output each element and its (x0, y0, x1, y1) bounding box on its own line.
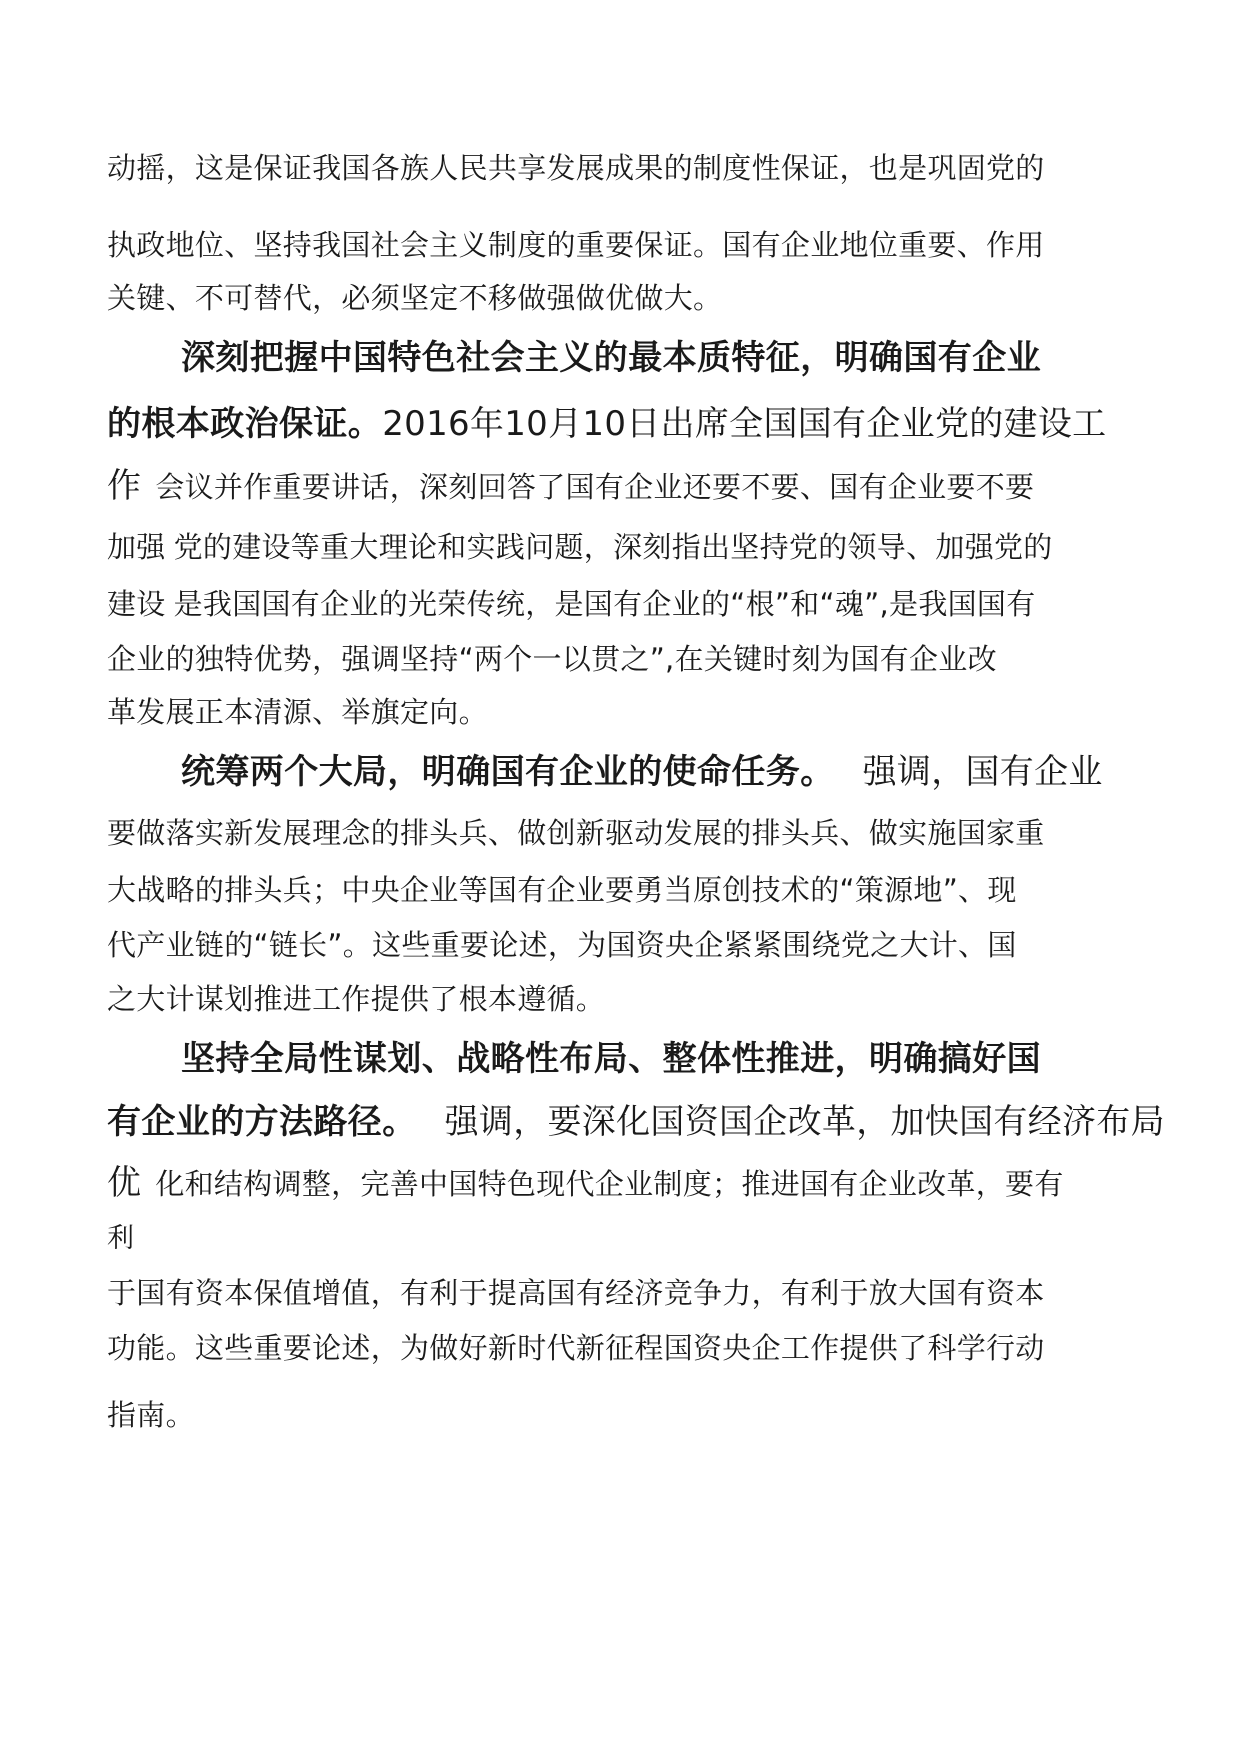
paragraph-1-line-2: 执政地位、坚持我国社会主义制度的重要保证。国有企业地位重要、作用 (107, 228, 1045, 262)
paragraph-3-line-2: 要做落实新发展理念的排头兵、做创新驱动发展的排头兵、做实施国家重 (107, 816, 1045, 850)
paragraph-2-line-2 (107, 404, 1106, 445)
paragraph-4-heading-line-2: 有企业的方法路径。 (107, 1102, 417, 1142)
paragraph-1-line-3: 关键、不可替代，必须坚定不移做强做优做大。 (107, 281, 723, 315)
paragraph-2-heading-line-1: 深刻把握中国特色社会主义的最本质特征，明确国有企业 (181, 338, 1041, 378)
paragraph-2-line-7: 革发展正本清源、举旗定向。 (107, 695, 488, 729)
paragraph-4-line-3-lead: 优 (107, 1163, 142, 1203)
paragraph-3-line-5: 之大计谋划推进工作提供了根本遵循。 (107, 982, 606, 1016)
paragraph-2-line-5 (107, 584, 1036, 624)
paragraph-4-line-3 (107, 1163, 1064, 1204)
paragraph-4-line-6: 功能。这些重要论述，为做好新时代新征程国资央企工作提供了科学行动 (107, 1331, 1045, 1365)
paragraph-2-line-3-text: 会议并作重要讲话，深刻回答了国有企业还要不要、国有企业要不要 (155, 470, 1035, 504)
paragraph-3-line-1-text: 强调，国有企业 (862, 752, 1103, 792)
paragraph-2-line-5-text: 是我国国有企业的光荣传统，是国有企业的“根”和“魂”,是我国国有 (173, 587, 1036, 621)
paragraph-4-line-4: 利 (107, 1223, 135, 1254)
paragraph-2-line-4-lead: 加强 (107, 530, 166, 564)
paragraph-4-line-3-text: 化和结构调整，完善中国特色现代企业制度；推进国有企业改革，要有 (155, 1167, 1064, 1201)
paragraph-2-line-3 (107, 466, 1034, 507)
paragraph-2-line-5-lead: 建设 (107, 587, 166, 621)
paragraph-2-line-3-lead: 作 (107, 466, 142, 506)
paragraph-4-line-2-text: 强调，要深化国资国企改革，加快国有经济布局 (444, 1102, 1165, 1142)
paragraph-1-line-1: 动摇，这是保证我国各族人民共享发展成果的制度性保证，也是巩固党的 (107, 151, 1045, 185)
paragraph-4-heading-line-1: 坚持全局性谋划、战略性布局、整体性推进，明确搞好国 (181, 1039, 1041, 1079)
paragraph-3-heading: 统筹两个大局，明确国有企业的使命任务。 (181, 752, 835, 792)
paragraph-4-line-2 (107, 1102, 1165, 1143)
paragraph-2-line-6: 企业的独特优势，强调坚持“两个一以贯之”,在关键时刻为国有企业改 (107, 642, 997, 676)
paragraph-2-line-4-text: 党的建设等重大理论和实践问题，深刻指出坚持党的领导、加强党的 (173, 530, 1053, 564)
paragraph-4-line-5: 于国有资本保值增值，有利于提高国有经济竞争力，有利于放大国有资本 (107, 1276, 1045, 1310)
paragraph-3-line-4: 代产业链的“链长”。这些重要论述，为国资央企紧紧围绕党之大计、国 (107, 928, 1017, 962)
paragraph-3-line-1 (181, 752, 1103, 793)
paragraph-2-line-4 (107, 527, 1053, 567)
paragraph-4-line-7: 指南。 (107, 1398, 195, 1432)
paragraph-3-line-3: 大战略的排头兵；中央企业等国有企业要勇当原创技术的“策源地”、现 (107, 873, 1017, 907)
paragraph-2-line-2-text: 2016年10月10日出席全国国有企业党的建设工 (382, 404, 1107, 444)
paragraph-2-heading-line-2: 的根本政治保证。 (107, 404, 383, 444)
